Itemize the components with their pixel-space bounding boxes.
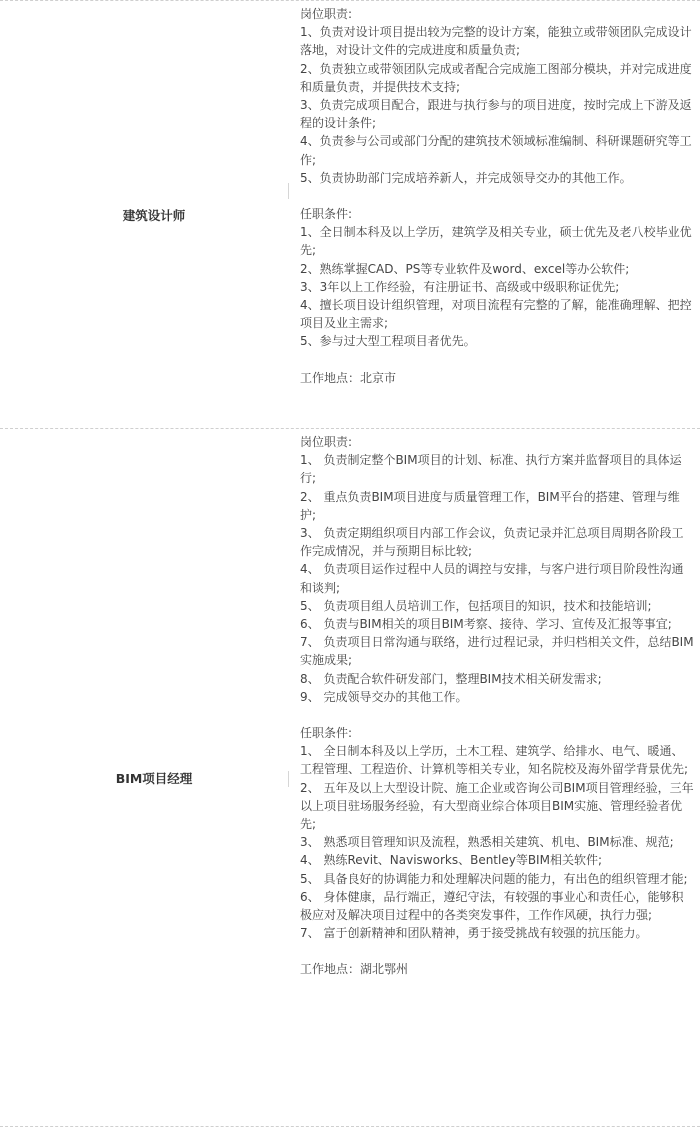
job-row [0, 0, 700, 428]
list-item: 1、 负责制定整个BIM项目的计划、标准、执行方案并监督项目的具体运行; [300, 453, 682, 486]
requirements-list [300, 223, 694, 350]
responsibilities-list [300, 451, 694, 706]
responsibilities-heading: 岗位职责: [300, 7, 353, 21]
list-item: 5、 具备良好的协调能力和处理解决问题的能力，有出色的组织管理才能; [300, 871, 688, 886]
list-item: 7、 负责项目日常沟通与联络，进行过程记录，并归档相关文件，总结BIM实施成果; [300, 635, 694, 668]
list-item: 5、 负责项目组人员培训工作，包括项目的知识，技术和技能培训; [300, 598, 652, 613]
column-divider [288, 183, 289, 199]
list-item: 4、 熟练Revit、Navisworks、Bentley等BIM相关软件; [300, 853, 602, 868]
job-title: BIM项目经理 [115, 770, 193, 786]
list-item: 2、 五年及以上大型设计院、施工企业或咨询公司BIM项目管理经验，三年以上项目驻场服务经验，有大型商业综合体项目BIM实施、管理经验者优先; [300, 780, 694, 832]
requirements-heading: 任职条件: [300, 726, 353, 741]
list-item: 5、负责协助部门完成培养新人，并完成领导交办的其他工作。 [300, 170, 632, 185]
list-item: 1、负责对设计项目提出较为完整的设计方案，能独立或带领团队完成设计落地，对设计文件的完成进度和质量负责; [300, 25, 692, 58]
job-title: 建筑设计师 [122, 207, 186, 223]
list-item: 3、3年以上工作经验，有注册证书、高级或中级职称证优先; [300, 279, 620, 294]
list-item: 6、 身体健康，品行端正，遵纪守法，有较强的事业心和责任心，能够积极应对及解决项目过程中的各类突发事件，工作作风硬，执行力强; [300, 889, 684, 923]
list-item: 1、 全日制本科及以上学历，土木工程、建筑学、给排水、电气、暖通、工程管理、工程造价、计算机等相关专业，知名院校及海外留学背景优先; [300, 744, 689, 777]
list-item: 4、擅长项目设计组织管理，对项目流程有完整的了解，能准确理解、把控项目及业主需求; [300, 298, 692, 331]
spacer [300, 706, 694, 724]
requirements-list [300, 742, 694, 942]
list-item: 2、负责独立或带领团队完成或者配合完成施工图部分模块，并对完成进度和质量负责，并提供技术支持; [300, 61, 692, 94]
list-item: 4、 负责项目运作过程中人员的调控与安排，与客户进行项目阶段性沟通和谈判; [300, 562, 684, 595]
list-item: 3、 负责定期组织项目内部工作会议，负责记录并汇总项目周期各阶段工作完成情况，并与预期目标比较; [300, 526, 684, 559]
list-item: 1、全日制本科及以上学历，建筑学及相关专业，硕士优先及老八校毕业优先; [300, 225, 692, 258]
responsibilities-list [300, 23, 694, 187]
list-item: 7、 富于创新精神和团队精神，勇于接受挑战有较强的抗压能力。 [300, 926, 648, 941]
list-item: 2、 重点负责BIM项目进度与质量管理工作，BIM平台的搭建、管理与维护; [300, 489, 680, 522]
list-item: 3、 熟悉项目管理知识及流程，熟悉相关建筑、机电、BIM标准、规范; [300, 835, 674, 850]
list-item: 5、参与过大型工程项目者优先。 [300, 334, 476, 349]
list-item: 2、熟练掌握CAD、PS等专业软件及word、excel等办公软件; [300, 261, 630, 276]
list-item: 8、 负责配合软件研发部门，整理BIM技术相关研发需求; [300, 671, 602, 686]
job-row [0, 428, 700, 1127]
spacer [300, 187, 694, 205]
responsibilities-heading: 岗位职责: [300, 435, 353, 449]
list-item: 4、负责参与公司或部门分配的建筑技术领域标准编制、科研课题研究等工作; [300, 134, 692, 167]
list-item: 9、 完成领导交办的其他工作。 [300, 689, 468, 704]
list-item: 3、负责完成项目配合，跟进与执行参与的项目进度，按时完成上下游及返程的设计条件; [300, 98, 692, 131]
requirements-heading: 任职条件: [300, 207, 353, 222]
list-item: 6、 负责与BIM相关的项目BIM考察、接待、学习、宣传及汇报等事宜; [300, 617, 672, 632]
job-description [288, 1, 700, 428]
work-location: 工作地点：北京市 [300, 370, 397, 385]
work-location: 工作地点：湖北鄂州 [300, 962, 409, 977]
job-description [288, 429, 700, 1126]
column-divider [288, 771, 289, 787]
